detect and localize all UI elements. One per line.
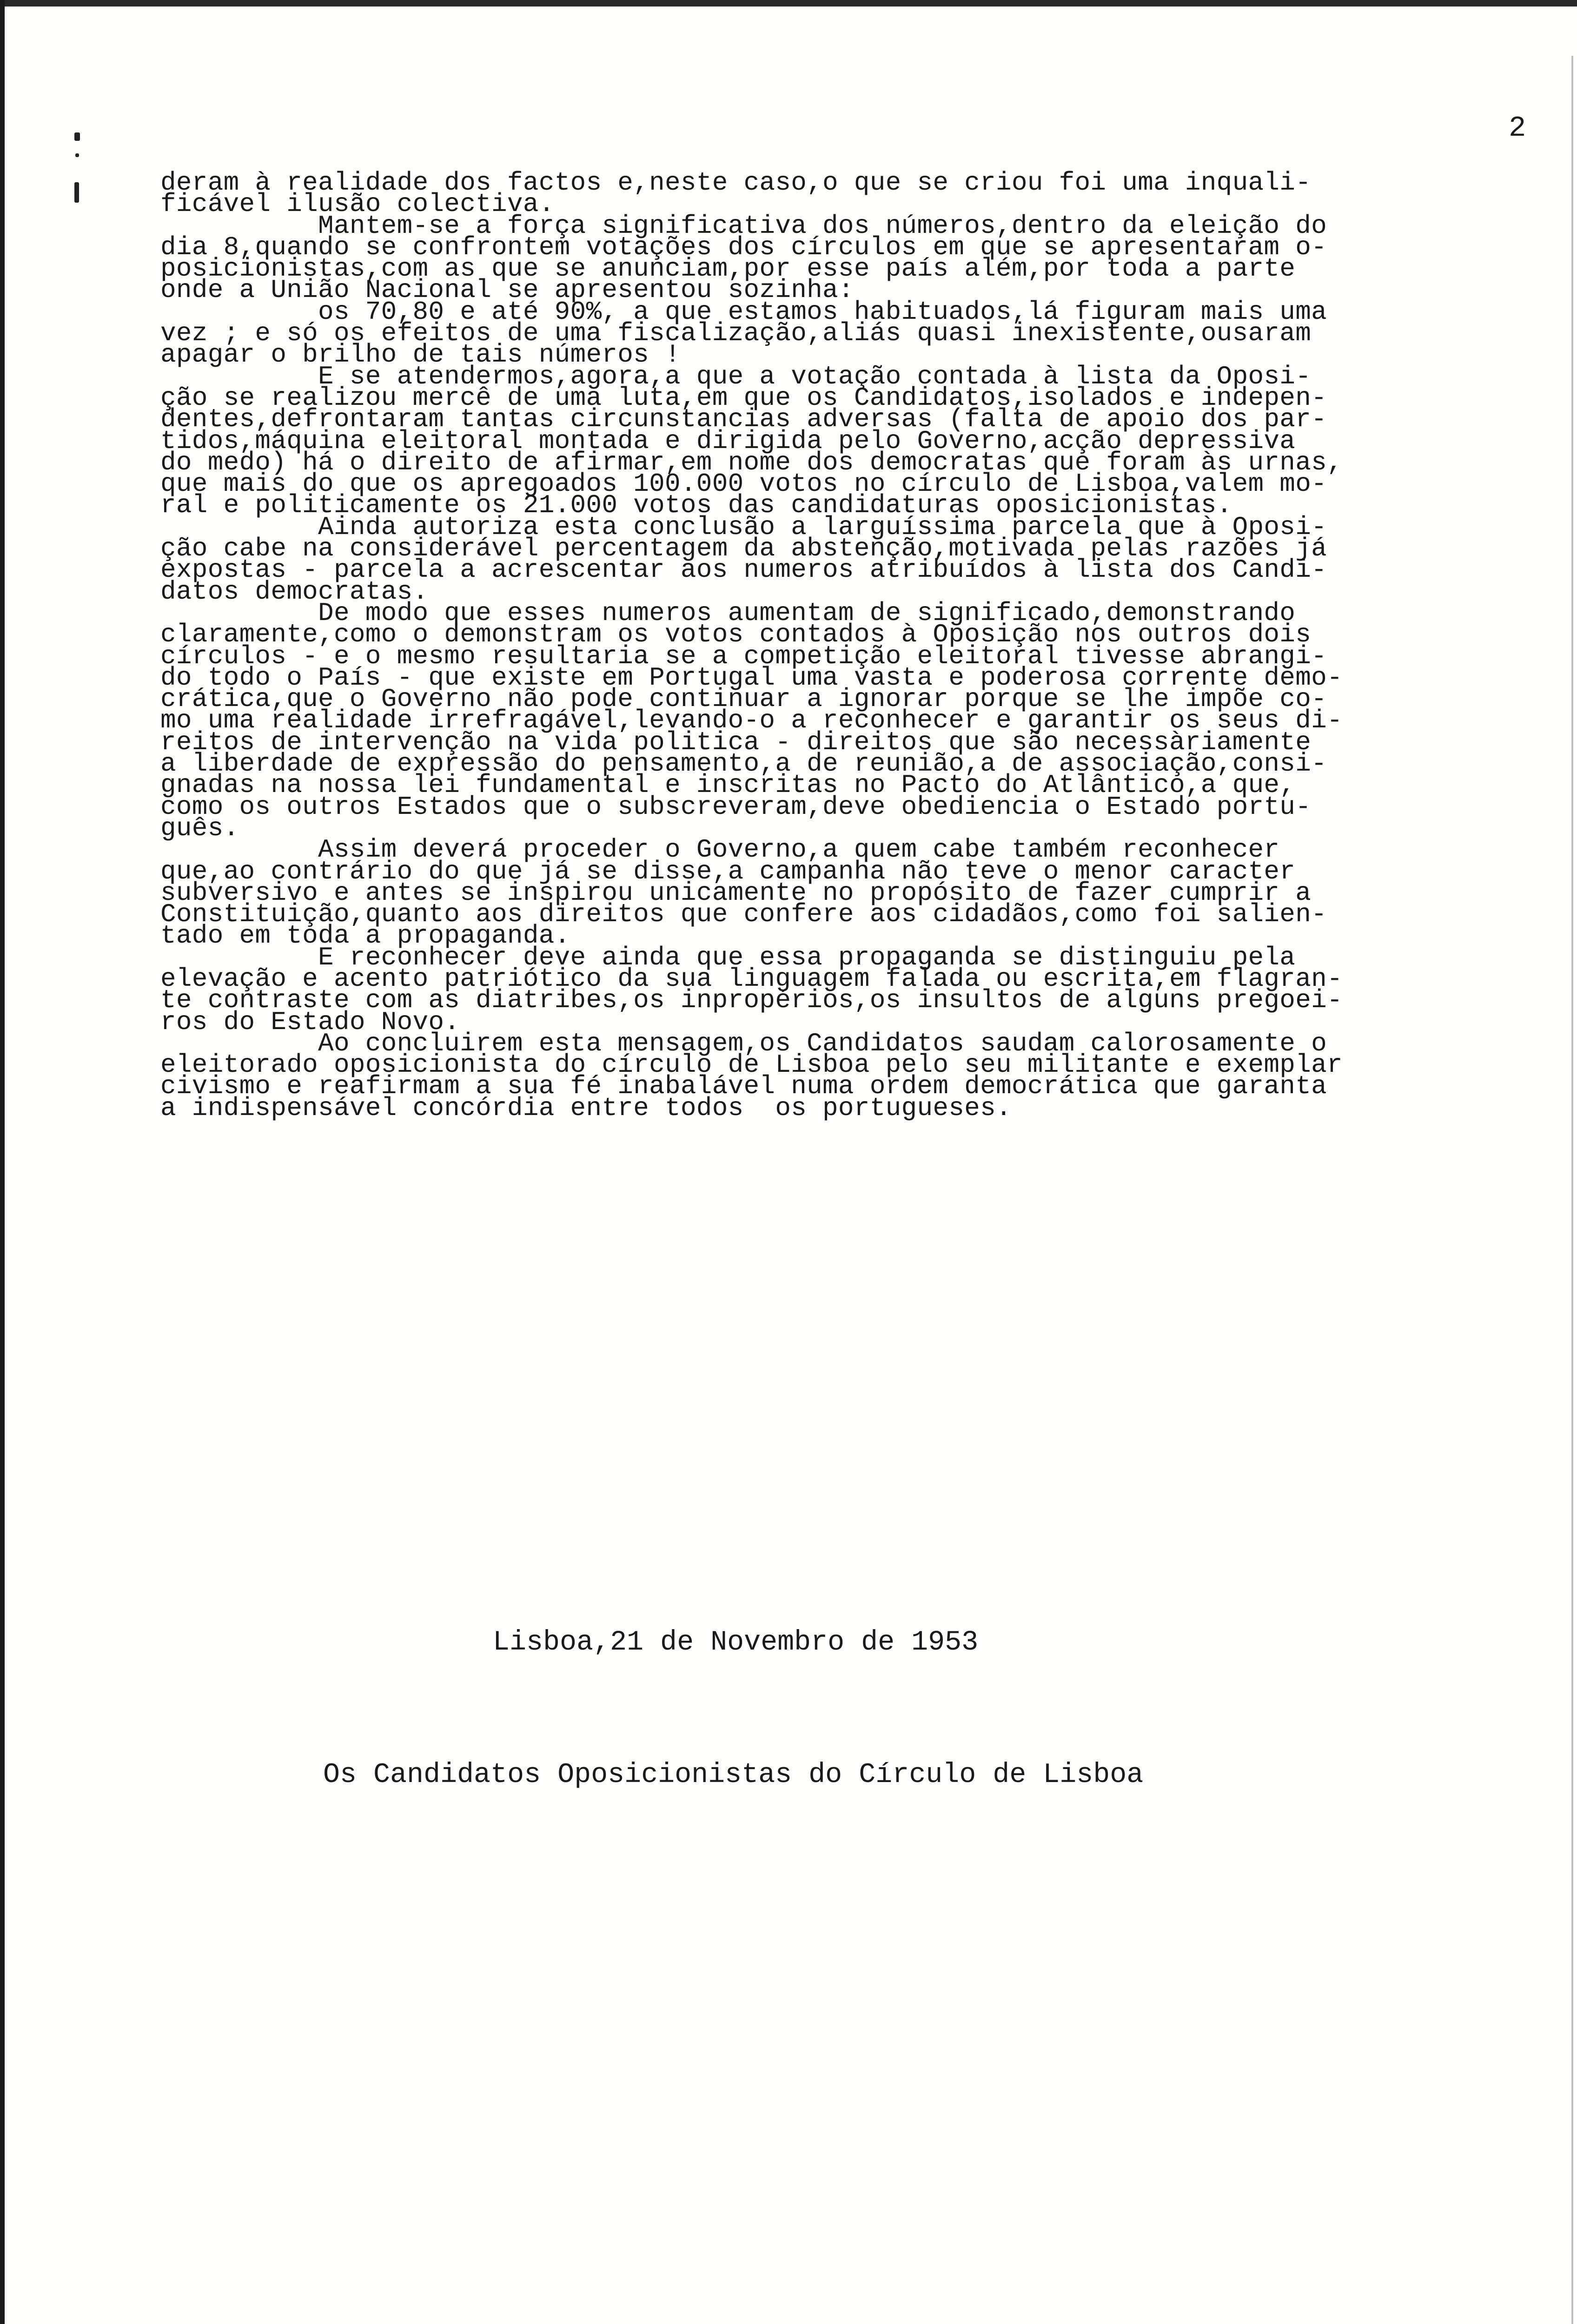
scan-right-edge: [1571, 56, 1573, 2324]
body-line: datos democratas.: [160, 576, 429, 607]
body-line: como os outros Estados que o subscreveram,deve obediencia o Estado portu-: [160, 792, 1312, 822]
body-line: eleitorado oposicionista do círculo de Lisboa pelo seu militante e exemplar: [160, 1050, 1343, 1080]
body-line: E se atendermos,agora,a que a votação contada à lista da Oposi-: [160, 361, 1312, 391]
body-line: a indispensável concórdia entre todos os portugueses.: [160, 1093, 1012, 1123]
body-line: ção cabe na considerável percentagem da abstenção,motivada pelas razões já: [160, 534, 1327, 564]
signature-line: Os Candidatos Oposicionistas do Círculo de Lisboa: [323, 1759, 1144, 1791]
body-line: Assim deverá proceder o Governo,a quem cabe também reconhecer: [160, 835, 1280, 865]
scan-left-edge: [0, 0, 5, 2324]
body-line: claramente,como o demonstram os votos contados à Oposição nos outros dois: [160, 620, 1312, 650]
body-line: ros do Estado Novo.: [160, 1007, 460, 1037]
body-line: Ao concluirem esta mensagem,os Candidatos saudam calorosamente o: [160, 1028, 1327, 1058]
body-line: Mantem-se a força significativa dos números,dentro da eleição do: [160, 211, 1327, 241]
body-line: gnadas na nossa lei fundamental e inscritas no Pacto do Atlântico,a que,: [160, 770, 1296, 800]
body-line: Constituição,quanto aos direitos que confere aos cidadãos,como foi salien-: [160, 899, 1327, 930]
body-line: Ainda autoriza esta conclusão a larguíssima parcela que à Oposi-: [160, 512, 1327, 542]
body-line: dentes,defrontaram tantas circunstancias adversas (falta de apoio dos par-: [160, 404, 1327, 435]
margin-mark: [75, 153, 79, 157]
body-line: vez ; e só os efeitos de uma fiscalização,aliás quasi inexistente,ousaram: [160, 318, 1312, 349]
body-line: do todo o País - que existe em Portugal uma vasta e poderosa corrente demo-: [160, 662, 1343, 693]
margin-mark: [74, 182, 79, 203]
body-line: mo uma realidade irrefragável,levando-o a reconhecer e garantir os seus di-: [160, 706, 1343, 736]
body-line: posicionistas,com as que se anunciam,por esse país além,por toda a parte: [160, 254, 1296, 284]
body-line: apagar o brilho de tais números !: [160, 340, 681, 370]
body-line: onde a União Nacional se apresentou sozinha:: [160, 275, 854, 305]
body-line: De modo que esses numeros aumentam de significado,demonstrando: [160, 598, 1296, 628]
margin-mark: [74, 132, 80, 141]
body-line: tidos,máquina eleitoral montada e dirigida pelo Governo,acção depressiva: [160, 426, 1296, 456]
scan-top-edge: [0, 0, 1577, 7]
body-line: do medo) há o direito de afirmar,em nome dos democratas que foram às urnas,: [160, 447, 1343, 477]
body-line: E reconhecer deve ainda que essa propaganda se distinguiu pela: [160, 942, 1296, 972]
body-line: subversivo e antes se inspirou unicamente no propósito de fazer cumprir a: [160, 878, 1312, 908]
dateline: Lisboa,21 de Novembro de 1953: [493, 1627, 979, 1658]
body-line: a liberdade de expressão do pensamento,a de reunião,a de associação,consi-: [160, 749, 1327, 779]
body-line: expostas - parcela a acrescentar aos numeros atribuídos à lista dos Candi-: [160, 555, 1327, 585]
body-line: civismo e reafirmam a sua fé inabalável numa ordem democrática que garanta: [160, 1071, 1327, 1102]
body-line: crática,que o Governo não pode continuar a ignorar porque se lhe impõe co-: [160, 684, 1327, 714]
body-line: os 70,80 e até 90%, a que estamos habituados,lá figuram mais uma: [160, 297, 1327, 327]
body-line: reitos de intervenção na vida politica - direitos que são necessàriamente: [160, 727, 1312, 757]
body-line: que mais do que os apregoados 100.000 votos no círculo de Lisboa,valem mo-: [160, 469, 1327, 499]
body-line: deram à realidade dos factos e,neste caso,o que se criou foi uma inquali-: [160, 168, 1312, 198]
body-line: ção se realizou mercê de uma luta,em que os Candidatos,isolados e indepen-: [160, 383, 1327, 413]
body-line: te contraste com as diatribes,os inpropérios,os insultos de alguns pregoei-: [160, 985, 1343, 1016]
body-line: que,ao contrário do que já se disse,a campanha não teve o menor caracter: [160, 856, 1296, 886]
letter-body: [160, 168, 1550, 1123]
body-line: ral e politicamente os 21.000 votos das candidaturas oposicionistas.: [160, 490, 1232, 521]
body-line: dia 8,quando se confrontem votações dos círculos em que se apresentaram o-: [160, 232, 1327, 262]
body-line: elevação e acento patriótico da sua linguagem falada ou escrita,em flagran-: [160, 964, 1343, 994]
body-line: círculos - e o mesmo resultaria se a competição eleitoral tivesse abrangi-: [160, 641, 1327, 671]
body-line: guês.: [160, 813, 239, 843]
body-line: tado em toda a propaganda.: [160, 921, 570, 951]
page-number: 2: [1509, 112, 1526, 145]
body-line: ficável ilusão colectiva.: [160, 189, 555, 219]
